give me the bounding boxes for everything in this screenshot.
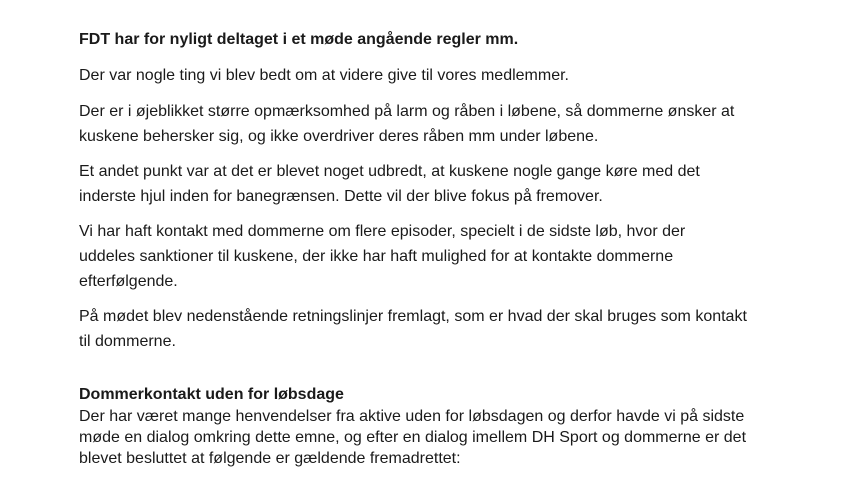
paragraph-line: til dommerne. [79, 333, 176, 350]
paragraph-line: uddeles sanktioner til kuskene, der ikke har haft mulighed for at kontakte dommerne [79, 248, 674, 265]
paragraph-line: Vi har haft kontakt med dommerne om flere episoder, specielt i de sidste løb, hvor der [79, 223, 686, 240]
document-heading: FDT har for nyligt deltaget i et møde angående regler mm. [79, 31, 519, 48]
paragraph-5 [79, 304, 799, 354]
paragraph-2 [79, 99, 799, 149]
paragraph-line: På mødet blev nedenstående retningslinjer fremlagt, som er hvad der skal bruges som kontakt [79, 308, 747, 325]
paragraph-line: møde en dialog omkring dette emne, og efter en dialog imellem DH Sport og dommerne er det [79, 429, 747, 446]
paragraph-line: inderste hjul inden for banegrænsen. Dette vil der blive fokus på fremover. [79, 188, 603, 205]
paragraph-line: Der er i øjeblikket større opmærksomhed på larm og råben i løbene, så dommerne ønsker at [79, 103, 735, 120]
paragraph-line: blevet besluttet at følgende er gældende fremadrettet: [79, 450, 461, 467]
paragraph-line: Der har været mange henvendelser fra aktive uden for løbsdagen og derfor havde vi på sidste [79, 408, 745, 425]
paragraph-4 [79, 219, 799, 294]
paragraph-line: Et andet punkt var at det er blevet noget udbredt, at kuskene nogle gange køre med det [79, 163, 700, 180]
section-subheading: Dommerkontakt uden for løbsdage [79, 386, 344, 403]
section-paragraph [79, 406, 809, 469]
paragraph-line: efterfølgende. [79, 273, 178, 290]
paragraph-3 [79, 159, 799, 209]
paragraph-line: kuskene behersker sig, og ikke overdriver deres råben mm under løbene. [79, 128, 599, 145]
paragraph-line: Der var nogle ting vi blev bedt om at videre give til vores medlemmer. [79, 67, 569, 84]
paragraph-1 [79, 63, 799, 88]
